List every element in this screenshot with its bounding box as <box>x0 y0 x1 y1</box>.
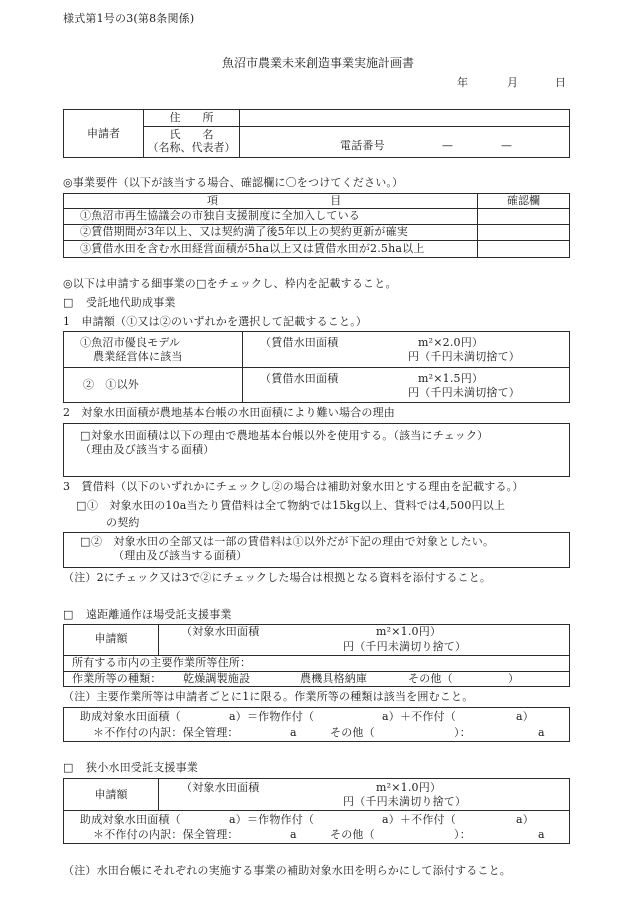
breakdown-other-area-field[interactable] <box>478 726 536 740</box>
option-2-area-field[interactable] <box>338 372 416 386</box>
option-1-sublabel: 農業経営体に該当 <box>93 350 183 363</box>
applicant-label: 申請者 <box>87 127 120 140</box>
footer-note: （注）水田台帳にそれぞれの実施する事業の補助対象水田を明らかにして添付すること。 <box>63 864 511 877</box>
item-3-reason-field[interactable] <box>252 548 568 566</box>
long-distance-area-label: （対象水田面積 <box>181 625 260 638</box>
breakdown-total-field[interactable] <box>180 710 228 724</box>
breakdown-other-label: その他（ <box>330 828 375 841</box>
breakdown-planted-unit: a）＋不作付（ <box>382 813 456 826</box>
item-2-checkbox[interactable]: □ <box>80 429 91 442</box>
address-field[interactable] <box>240 110 568 126</box>
workplace-other-field[interactable] <box>452 672 506 686</box>
breakdown-other-area-field[interactable] <box>478 828 536 842</box>
requirement-row: ②賃借期間が3年以上、又は契約満了後5年以上の契約更新が確実 <box>80 225 408 238</box>
breakdown-other-unit: a <box>538 828 545 841</box>
divider <box>158 778 159 810</box>
breakdown-total-unit: a）＝作物作付（ <box>229 710 315 723</box>
item-3-option-1-text: ① 対象水田の10a当たり賃借料は全て物納では15kg以上、貨料では4,500円以上 <box>87 499 506 512</box>
divider <box>63 367 570 368</box>
divider <box>63 810 570 811</box>
item-2-check-text: 対象水田面積は以下の理由で農地基本台帳以外を使用する。（該当にチェック） <box>91 429 489 442</box>
workplace-other-close: ） <box>508 672 520 685</box>
name-field[interactable] <box>240 127 336 157</box>
phone-separator: — <box>501 139 513 152</box>
name-sublabel: （名称、代表者） <box>147 141 236 154</box>
workplace-address-label: 所有する市内の主要作業所等住所： <box>72 656 252 669</box>
option-1-area-field[interactable] <box>338 336 416 350</box>
long-distance-checkbox[interactable]: □ <box>63 608 74 621</box>
breakdown-unplanted-unit: a） <box>516 813 534 826</box>
item-3-option-2-reason-label: （理由及び該当する面積） <box>113 549 248 562</box>
workplace-type-other[interactable]: その他（ <box>408 672 453 685</box>
phone-label: 電話番号 <box>340 139 385 152</box>
workplace-address-field[interactable] <box>250 656 568 671</box>
small-paddy-area-label: （対象水田面積 <box>181 781 260 794</box>
breakdown-planted-field[interactable] <box>313 710 381 724</box>
small-paddy-checkbox[interactable]: □ <box>63 761 74 774</box>
breakdown-detail-label: ＊不作付の内訳：保全管理： <box>93 726 239 739</box>
breakdown-total-unit: a）＝作物作付（ <box>229 813 315 826</box>
long-distance-note: （注）主要作業所等は申請者ごとに1に限る。作業所等の種類は該当を囲むこと。 <box>63 690 474 703</box>
long-distance-rate: m²×1.0円） <box>376 625 442 638</box>
item-2-heading: 2 対象水田面積が農地基本台帳の水田面積により難い場合の理由 <box>63 406 395 419</box>
small-paddy-title: 狭小水田受託支援事業 <box>86 761 198 774</box>
requirements-heading: ◎事業要件（以下が該当する場合、確認欄に〇をつけてください。） <box>63 176 404 189</box>
item-3-heading: 3 賃借料（以下のいずれかにチェックし②の場合は補助対象水田とする理由を記載する。） <box>63 480 524 493</box>
small-paddy-amount-unit: 円（千円未満切り捨て） <box>343 795 467 808</box>
rent-subsidy-checkbox[interactable]: □ <box>63 296 74 309</box>
requirement-row: ③賃借水田を含む水田経営面積が5ha以上又は賃借水田が2.5ha以上 <box>80 242 425 255</box>
breakdown-unplanted-field[interactable] <box>455 710 515 724</box>
address-label: 住 所 <box>169 111 214 124</box>
option-2-amount-unit: 円（千円未満切捨て） <box>408 386 520 399</box>
breakdown-other-name-field[interactable] <box>375 726 453 740</box>
column-header-item: 項 目 <box>207 194 342 207</box>
option-2-label: ② ①以外 <box>83 378 139 391</box>
long-distance-amount-label: 申請額 <box>94 632 128 645</box>
breakdown-other-close: ）： <box>454 828 471 841</box>
item-3-option-2-text: ② 対象水田の全部又は一部の賃借料は①以外だが下記の理由で対象としたい。 <box>91 535 495 548</box>
breakdown-conservation-unit: a <box>290 828 297 841</box>
rent-subsidy-title: 受託地代助成事業 <box>86 296 176 309</box>
breakdown-other-close: ）： <box>454 726 471 739</box>
breakdown-total-field[interactable] <box>180 813 228 827</box>
phone-separator: — <box>442 139 454 152</box>
small-paddy-amount-field[interactable] <box>181 795 341 809</box>
breakdown-planted-unit: a）＋不作付（ <box>382 710 456 723</box>
long-distance-area-field[interactable] <box>259 625 374 639</box>
option-1-rate: m²×2.0円） <box>418 336 484 349</box>
item-3-option-1-text-cont: の契約 <box>106 516 140 529</box>
column-header-check: 確認欄 <box>507 194 540 207</box>
option-2-area-label: （賃借水田面積 <box>260 372 339 385</box>
option-2-rate: m²×1.5円） <box>418 372 484 385</box>
workplace-type-storage[interactable]: 農機具格納庫 <box>300 672 368 685</box>
long-distance-title: 遠距離通作ほ場受託支援事業 <box>86 608 232 621</box>
breakdown-planted-field[interactable] <box>313 813 381 827</box>
small-paddy-amount-label: 申請額 <box>94 788 128 801</box>
breakdown-unplanted-field[interactable] <box>455 813 515 827</box>
long-distance-amount-unit: 円（千円未満切り捨て） <box>343 640 467 653</box>
small-paddy-area-field[interactable] <box>259 781 374 795</box>
date-day-field[interactable] <box>520 76 554 90</box>
requirement-check-cell[interactable] <box>478 225 568 240</box>
item-2-reason-label: （理由及び該当する面積） <box>80 443 215 456</box>
item-3-option-2-checkbox[interactable]: □ <box>80 535 91 548</box>
small-paddy-rate: m²×1.0円） <box>376 781 442 794</box>
form-number: 様式第1号の3(第8条関係) <box>63 12 195 25</box>
phone-field[interactable] <box>392 127 568 157</box>
instructions: ◎以下は申請する細事業の□をチェックし、枠内を記載すること。 <box>63 277 397 290</box>
form-title: 魚沼市農業未来創造事業実施計画書 <box>222 56 415 70</box>
breakdown-unplanted-unit: a） <box>516 710 534 723</box>
date-month-label: 月 <box>507 76 519 89</box>
breakdown-conservation-field[interactable] <box>238 828 288 842</box>
breakdown-conservation-unit: a <box>290 726 297 739</box>
workplace-type-drying[interactable]: 乾燥調製施設 <box>183 672 251 685</box>
option-1-amount-field[interactable] <box>260 350 406 364</box>
item-3-option-1-checkbox[interactable]: □ <box>76 499 87 512</box>
name-label: 氏 名 <box>169 128 214 141</box>
requirement-check-cell[interactable] <box>478 209 568 224</box>
item-1-heading: 1 申請額（①又は②のいずれかを選択して記載すること。） <box>63 315 368 328</box>
divider <box>242 331 243 403</box>
option-2-amount-field[interactable] <box>260 386 406 400</box>
breakdown-conservation-field[interactable] <box>238 726 288 740</box>
divider <box>158 624 159 655</box>
option-1-amount-unit: 円（千円未満切捨て） <box>408 350 520 363</box>
date-year-field[interactable] <box>416 76 456 90</box>
date-month-field[interactable] <box>470 76 506 90</box>
long-distance-amount-field[interactable] <box>181 640 341 654</box>
rent-subsidy-note: （注）2にチェック又は3で②にチェックした場合は根拠となる資料を添付すること。 <box>63 571 492 584</box>
workplace-type-label: 作業所等の種類： <box>72 672 162 685</box>
breakdown-other-name-field[interactable] <box>375 828 453 842</box>
breakdown-detail-label: ＊不作付の内訳：保全管理： <box>93 828 239 841</box>
breakdown-other-unit: a <box>538 726 545 739</box>
requirement-check-cell[interactable] <box>478 241 568 257</box>
breakdown-total-label: 助成対象水田面積（ <box>80 710 181 723</box>
breakdown-total-label: 助成対象水田面積（ <box>80 813 181 826</box>
date-day-label: 日 <box>555 76 567 89</box>
option-1-label: ①魚沼市優良モデル <box>80 336 181 349</box>
item-2-reason-field[interactable] <box>64 458 569 475</box>
date-year-label: 年 <box>457 76 469 89</box>
option-1-area-label: （賃借水田面積 <box>260 336 339 349</box>
requirement-row: ①魚沼市再生協議会の市独自支援制度に全加入している <box>80 209 360 222</box>
breakdown-other-label: その他（ <box>330 726 375 739</box>
